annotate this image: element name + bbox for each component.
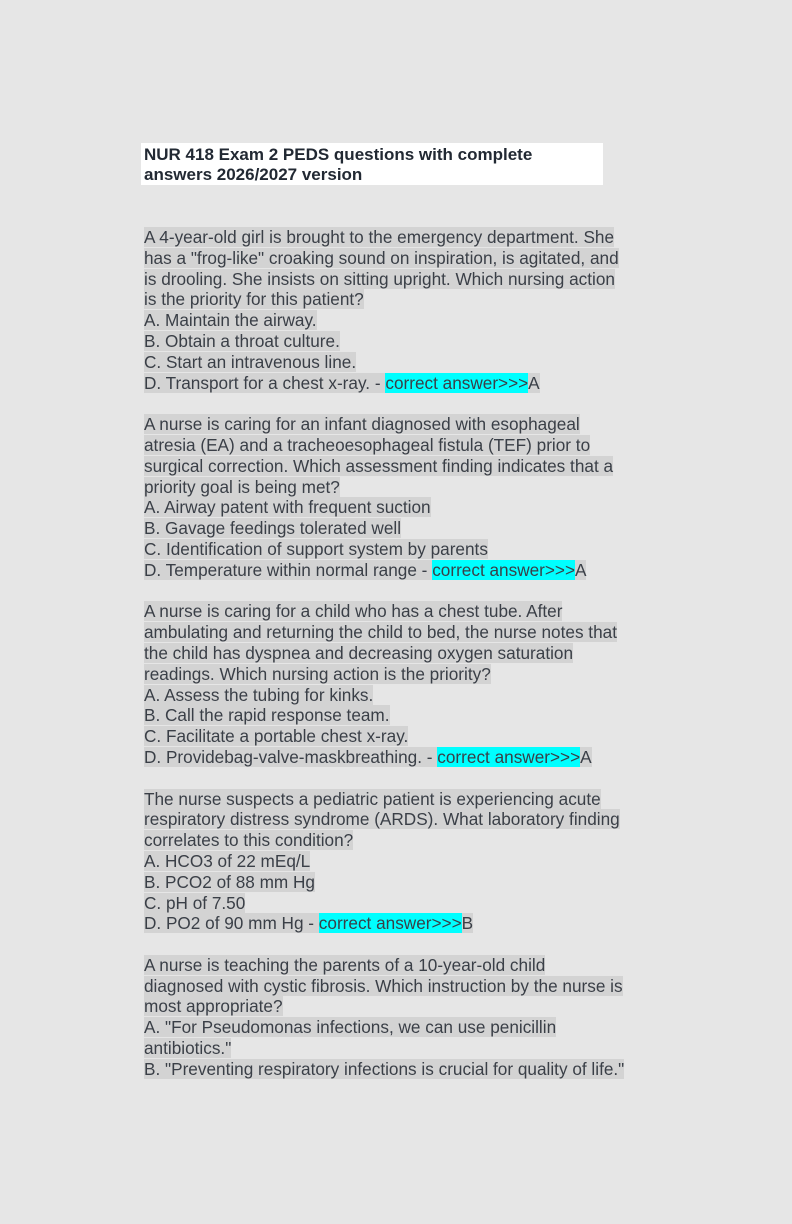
question-3-stem-line: ambulating and returning the child to bed, the nurse notes that xyxy=(144,622,617,643)
question-5-option-a-continued: antibiotics." xyxy=(144,1038,232,1059)
question-2-option-a: A. Airway patent with frequent suction xyxy=(144,497,431,518)
question-1-option-a: A. Maintain the airway. xyxy=(144,310,317,331)
question-2-stem-line: surgical correction. Which assessment finding indicates that a xyxy=(144,455,614,476)
answer-letter: A xyxy=(528,372,540,393)
question-4-option-d: D. PO2 of 90 mm Hg - xyxy=(144,913,315,934)
question-2-option-c: C. Identification of support system by parents xyxy=(144,538,488,559)
question-4 xyxy=(144,789,664,935)
question-3-option-c: C. Facilitate a portable chest x-ray. xyxy=(144,726,409,747)
question-1 xyxy=(144,227,664,393)
question-3-stem-line: A nurse is caring for a child who has a chest tube. After xyxy=(144,601,563,622)
document-title xyxy=(144,145,594,185)
answer-highlight-label: correct answer>>> xyxy=(432,559,576,580)
answer-letter: B xyxy=(461,913,474,934)
question-4-stem-line: The nurse suspects a pediatric patient is experiencing acute xyxy=(144,788,601,809)
question-4-option-a: A. HCO3 of 22 mEq/L xyxy=(144,850,311,871)
question-1-option-d: D. Transport for a chest x-ray. - xyxy=(144,372,381,393)
question-5-option-a: A. "For Pseudomonas infections, we can use penicillin xyxy=(144,1017,557,1038)
question-4-stem-line: respiratory distress syndrome (ARDS). What laboratory finding xyxy=(144,809,620,830)
question-2-option-d: D. Temperature within normal range - xyxy=(144,559,428,580)
question-2-stem-line: A nurse is caring for an infant diagnosed with esophageal xyxy=(144,414,580,435)
question-1-stem-line: is drooling. She insists on sitting upright. Which nursing action xyxy=(144,268,615,289)
question-2 xyxy=(144,414,664,580)
answer-letter: A xyxy=(575,559,587,580)
question-1-stem-line: has a "frog-like" croaking sound on inspiration, is agitated, and xyxy=(144,247,619,268)
question-1-option-c: C. Start an intravenous line. xyxy=(144,351,357,372)
question-5-stem-line: A nurse is teaching the parents of a 10-year-old child xyxy=(144,954,546,975)
question-5 xyxy=(144,955,664,1080)
question-1-option-b: B. Obtain a throat culture. xyxy=(144,330,340,351)
question-5-option-b: B. "Preventing respiratory infections is crucial for quality of life." xyxy=(144,1058,625,1079)
question-1-stem-line: A 4-year-old girl is brought to the emergency department. She xyxy=(144,227,615,247)
title-line-2: answers 2026/2027 version xyxy=(144,165,363,184)
question-3-stem-line: readings. Which nursing action is the priority? xyxy=(144,663,491,684)
question-1-stem-line: is the priority for this patient? xyxy=(144,289,364,310)
answer-highlight-label: correct answer>>> xyxy=(385,372,529,393)
question-4-option-b: B. PCO2 of 88 mm Hg xyxy=(144,871,315,892)
question-4-option-c: C. pH of 7.50 xyxy=(144,892,246,913)
question-3-stem-line: the child has dyspnea and decreasing oxygen saturation xyxy=(144,642,574,663)
question-5-stem-line: most appropriate? xyxy=(144,996,283,1017)
title-line-1: NUR 418 Exam 2 PEDS questions with complete xyxy=(144,145,533,164)
question-3 xyxy=(144,601,664,767)
question-2-stem-line: atresia (EA) and a tracheoesophageal fistula (TEF) prior to xyxy=(144,434,591,455)
question-2-stem-line: priority goal is being met? xyxy=(144,476,340,497)
question-3-option-b: B. Call the rapid response team. xyxy=(144,705,390,726)
question-3-option-d: D. Providebag-valve-maskbreathing. - xyxy=(144,746,433,767)
question-3-option-a: A. Assess the tubing for kinks. xyxy=(144,684,374,705)
answer-highlight-label: correct answer>>> xyxy=(318,913,462,934)
question-5-stem-line: diagnosed with cystic fibrosis. Which instruction by the nurse is xyxy=(144,975,623,996)
question-2-option-b: B. Gavage feedings tolerated well xyxy=(144,518,402,539)
answer-highlight-label: correct answer>>> xyxy=(437,746,581,767)
question-4-stem-line: correlates to this condition? xyxy=(144,830,354,851)
question-list xyxy=(144,227,664,1100)
answer-letter: A xyxy=(580,746,592,767)
